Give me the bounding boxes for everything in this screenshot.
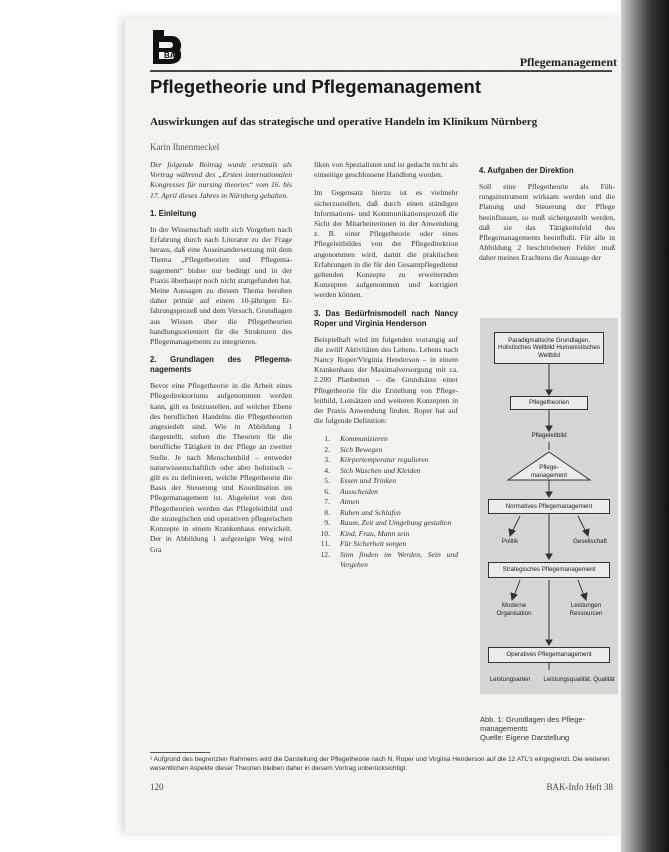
box-normatives-pflegemanagement: Normatives Pflegemanagement [488,499,610,514]
logo-text: BAK [164,51,182,60]
caption-source: Quelle: Eigene Darstellung [480,733,570,742]
article-subtitle: Auswirkungen auf das strategische und operative Handeln im Klinikum Nürnberg [150,116,538,128]
paragraph: Soll eine Pflegetheorie als Führungsinstrument wirksam werden und die Planung und Steuerung der Pflege beeinflussen, so muß sichergestellt werden, daß sie das Tätigkeitsfeld des Pflegemanagements beeinflußt. Für alle in Abbildung 2 beschriebenen Felder muß daher meines Erachtens die Aussage der [479,182,615,263]
text-column-2 [314,160,458,571]
label-politik: Politik [501,538,519,545]
footnote-rule [150,752,210,753]
box-strategisches-pflegemanagement: Strategisches Pflegemanagement [488,562,610,578]
box-pflegetheorien: Pflegetheorien [510,396,588,410]
label-pflegemanagement: Pflegemanagement [530,464,568,479]
caption-title: Abb. 1: Grundlagen des Pflegemanagements [480,715,586,733]
label-ressourcen: Leistungen Ressourcen [569,602,603,617]
section-tag: Pflegemanagement [519,55,617,69]
list-item: 1. Kommunizieren [324,434,388,444]
figure-caption [480,715,616,742]
paragraph: fiken von Spezialisten und ist gedacht nicht als einseitige geschlossene Handlung werden. [314,160,458,180]
paragraph: Beispielhaft wird im folgenden vorrangig auf die zwölf Aktivitäten des Lebens. Lebens nach Nancy Roper/Virginia Henderson – in einem Krankenhaus der Maximalversorgung mit ca. 2.200 Planbetten – die Grundsätze einer Pflegetheorie für die Erstellung von Pflegeleitbild, Leitsätzen und weiteren Konzepten in der Praxis Anwendung finden. Roper hat auf die folgende Definition: [314,334,458,426]
list-item: 7. Atmen [324,497,360,507]
list-item: 3. Körpertemperatur regulieren [324,455,429,465]
heading-grundlagen: 2. Grundlagen des Pflegemanagements [150,355,292,375]
label-leistungsarten: Leistungsarten [489,676,531,683]
heading-aufgaben: 4. Aufgaben der Direktion [479,166,574,175]
article-title: Pflegetheorie und Pflegemanagement [150,76,482,97]
paragraph: In der Wissenschaft stellt sich Vorgehen nach Erfahrung durch nach Literatur zu der Frage heraus, daß eine Auseinandersetzung mit dem Thema „Pflegetheorien und Pflegemanagement“ bisher nur bedingt und in der Praxis überhaupt noch nicht stattgefunden hat. Meine Aussagen zu diesem Thema beruhen daher primär auf einem 10-jährigen Erfahrungsprozeß und dem Versuch, Grundlagen aus Wissen über die Pflegetheorien handlungsorientiert für die Strukturen des Pflegemanagements zu integrieren. [150,224,292,347]
bak-logo-icon [150,28,186,66]
paragraph: Bevor eine Pflegetheorie in die Arbeit eines Pflegedirektoriums aufgenommen werden kann, gilt es festzustellen, auf welcher Ebene des beruflichen Handelns die Pflegetheorien angesiedelt sind. Wie in Abbildung 1 dargestellt, stehen die Theorien für die berufliche Tätigkeit in der Pflege an zweiter Stelle. Je nach Menschenbild – entweder naturwissenschaftlich oder aber holistisch – gilt es zu definieren, welche Pflegetheorie die Basis der Steuerung und Koordination im Pflegemanagement ist. Abgeleitet von den Pflegetheorien werden das Pflegeleitbild und die strategischen und operativen pflegerischen Konzepte in einem Krankenhaus entwickelt. Der in Abbildung 1 aufgezeigte Weg wird Gra [150,381,292,554]
box-operatives-pflegemanagement: Operatives Pflegemanagement [488,647,610,663]
header-rule [150,70,612,72]
list-item: 2. Sich Bewegen [324,444,383,454]
article-author: Karin Ihnenmeckel [150,142,220,152]
journal-name: BAK-Info Heft 38 [546,782,613,792]
label-organisation: Moderne Organisation [496,602,532,617]
list-item: 6. Ausscheiden [324,486,378,496]
footnote: ¹ Aufgrund des begrenzten Rahmens wird die Darstellung der Pflegetheorie nach N. Roper und Virginia Henderson auf die 12 ATL's eingegrenzt. Die weiteren wesentlichen Aspekte dieser Theorien bleiben daher in diesem Vortrag unberücksichtigt. [150,756,610,772]
label-gesellschaft: Gesellschaft [572,538,608,545]
atl-list [314,434,458,571]
list-item: 5. Essen und Trinken [324,476,397,486]
list-item: 4. Sich Waschen und Kleiden [324,465,421,475]
text-column-3 [479,160,615,272]
page-number: 120 [150,782,164,792]
box-paradigmatische-grundlagen: Paradigmatische Grundlagen, Holistisches Weltbild Humanistisches Weltbild [494,332,604,364]
label-pflegeleitbild: Pflegeleitbild [531,432,567,439]
text-column-1 [150,160,292,563]
intro-paragraph: Der folgende Beitrag wurde erstmals als Vortrag während des „Ersten internationalen Kongresses für nursing theories“ vom 16. bis 17. April dieses Jahres in Nürnberg gehalten. [150,160,292,200]
list-item: 12. Sinn finden im Werden, Sein und Vergehen [320,549,458,570]
list-item: 9. Raum, Zeit und Umgebung gestalten [324,518,452,528]
list-item: 10. Kind, Frau, Mann sein [320,528,410,538]
list-item: 11. Für Sicherheit sorgen [320,539,407,549]
heading-beduerfnismodell: 3. Das Bedürfnismodell nach Nancy Roper und Virginia Henderson [314,308,458,328]
book-spine-shadow [621,0,669,852]
heading-einleitung: 1. Einleitung [150,208,197,218]
list-item: 8. Ruhen und Schlafen [324,507,401,517]
paragraph: Im Gegensatz hierzu ist es vielmehr sicherzustellen, daß durch einen ständigen Informations- und Kommunikationsprozeß die Sicht der Mitarbeiterinnen in der Anwendung z. B. einer Pflegetheorie oder eines Pflegeleitbildes von der Pflegedirektion angenommen wird, damit die praktischen Erfahrungen in die für den Gesamtpflegedienst geltenden Konzepte zu erweiternden Konzepten aufgenommen und korrigiert werden können. [314,188,458,300]
label-leistungsqualitaet: Leistungsqualität, Qualität [543,676,615,683]
figure-diagram [480,318,618,694]
